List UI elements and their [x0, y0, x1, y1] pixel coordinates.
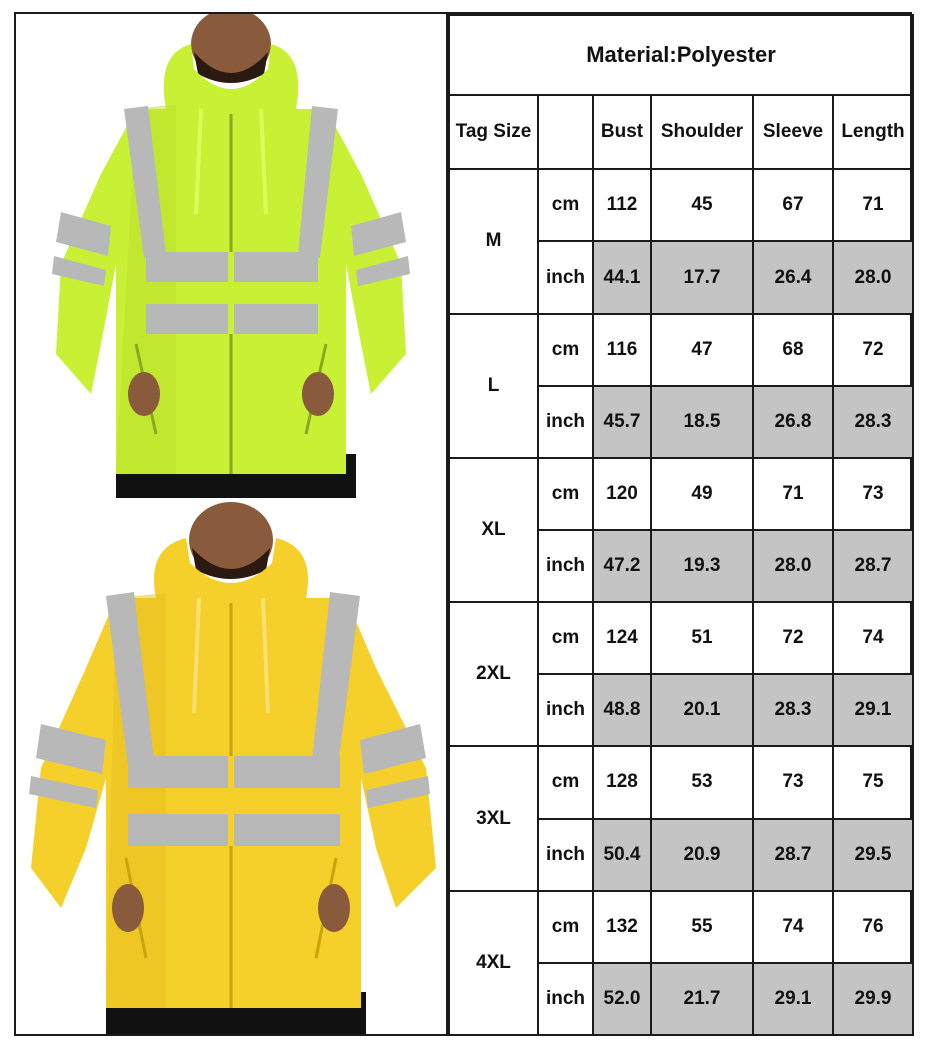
- length-value: 29.5: [833, 819, 913, 891]
- tag-size: M: [449, 169, 538, 313]
- size-row-cm: [449, 314, 913, 386]
- size-row-cm: [449, 602, 913, 674]
- shoulder-value: 20.1: [651, 674, 753, 746]
- length-value: 28.3: [833, 386, 913, 458]
- bust-value: 128: [593, 746, 651, 818]
- unit-label: cm: [538, 891, 593, 963]
- unit-label: inch: [538, 674, 593, 746]
- header-sleeve: Sleeve: [753, 95, 833, 169]
- shoulder-value: 17.7: [651, 241, 753, 313]
- shoulder-value: 55: [651, 891, 753, 963]
- sleeve-value: 28.7: [753, 819, 833, 891]
- bust-value: 112: [593, 169, 651, 241]
- header-tag-size: Tag Size: [449, 95, 538, 169]
- length-value: 28.7: [833, 530, 913, 602]
- bust-value: 48.8: [593, 674, 651, 746]
- length-value: 29.9: [833, 963, 913, 1035]
- size-row-cm: [449, 891, 913, 963]
- bust-value: 120: [593, 458, 651, 530]
- shoulder-value: 20.9: [651, 819, 753, 891]
- shoulder-value: 18.5: [651, 386, 753, 458]
- shoulder-value: 47: [651, 314, 753, 386]
- unit-label: cm: [538, 458, 593, 530]
- bust-value: 47.2: [593, 530, 651, 602]
- tag-size: XL: [449, 458, 538, 602]
- sleeve-value: 26.4: [753, 241, 833, 313]
- length-value: 74: [833, 602, 913, 674]
- size-row-cm: [449, 746, 913, 818]
- sleeve-value: 68: [753, 314, 833, 386]
- bust-value: 50.4: [593, 819, 651, 891]
- sleeve-value: 72: [753, 602, 833, 674]
- sleeve-value: 28.3: [753, 674, 833, 746]
- length-value: 75: [833, 746, 913, 818]
- sleeve-value: 67: [753, 169, 833, 241]
- length-value: 71: [833, 169, 913, 241]
- yellow-hoodie-photo: [16, 498, 446, 1034]
- length-value: 29.1: [833, 674, 913, 746]
- unit-label: inch: [538, 386, 593, 458]
- size-chart: [448, 14, 914, 1036]
- sleeve-value: 28.0: [753, 530, 833, 602]
- tag-size: L: [449, 314, 538, 458]
- material-title: Material:Polyester: [449, 15, 913, 95]
- shoulder-value: 21.7: [651, 963, 753, 1035]
- tag-size: 2XL: [449, 602, 538, 746]
- unit-label: inch: [538, 530, 593, 602]
- sleeve-value: 74: [753, 891, 833, 963]
- bust-value: 45.7: [593, 386, 651, 458]
- bust-value: 124: [593, 602, 651, 674]
- header-bust: Bust: [593, 95, 651, 169]
- sleeve-value: 71: [753, 458, 833, 530]
- length-value: 73: [833, 458, 913, 530]
- size-row-cm: [449, 458, 913, 530]
- unit-label: cm: [538, 746, 593, 818]
- header-unit: [538, 95, 593, 169]
- tag-size: 3XL: [449, 746, 538, 890]
- shoulder-value: 53: [651, 746, 753, 818]
- unit-label: inch: [538, 241, 593, 313]
- sleeve-value: 73: [753, 746, 833, 818]
- unit-label: cm: [538, 314, 593, 386]
- unit-label: cm: [538, 602, 593, 674]
- length-value: 72: [833, 314, 913, 386]
- shoulder-value: 45: [651, 169, 753, 241]
- unit-label: inch: [538, 963, 593, 1035]
- length-value: 28.0: [833, 241, 913, 313]
- sleeve-value: 26.8: [753, 386, 833, 458]
- length-value: 76: [833, 891, 913, 963]
- header-row: [449, 95, 913, 169]
- product-photos: [16, 14, 448, 1034]
- unit-label: cm: [538, 169, 593, 241]
- bust-value: 52.0: [593, 963, 651, 1035]
- header-shoulder: Shoulder: [651, 95, 753, 169]
- green-hoodie-photo: [16, 14, 446, 498]
- sleeve-value: 29.1: [753, 963, 833, 1035]
- size-row-cm: [449, 169, 913, 241]
- header-length: Length: [833, 95, 913, 169]
- unit-label: inch: [538, 819, 593, 891]
- shoulder-value: 49: [651, 458, 753, 530]
- bust-value: 44.1: [593, 241, 651, 313]
- shoulder-value: 19.3: [651, 530, 753, 602]
- bust-value: 116: [593, 314, 651, 386]
- tag-size: 4XL: [449, 891, 538, 1035]
- bust-value: 132: [593, 891, 651, 963]
- shoulder-value: 51: [651, 602, 753, 674]
